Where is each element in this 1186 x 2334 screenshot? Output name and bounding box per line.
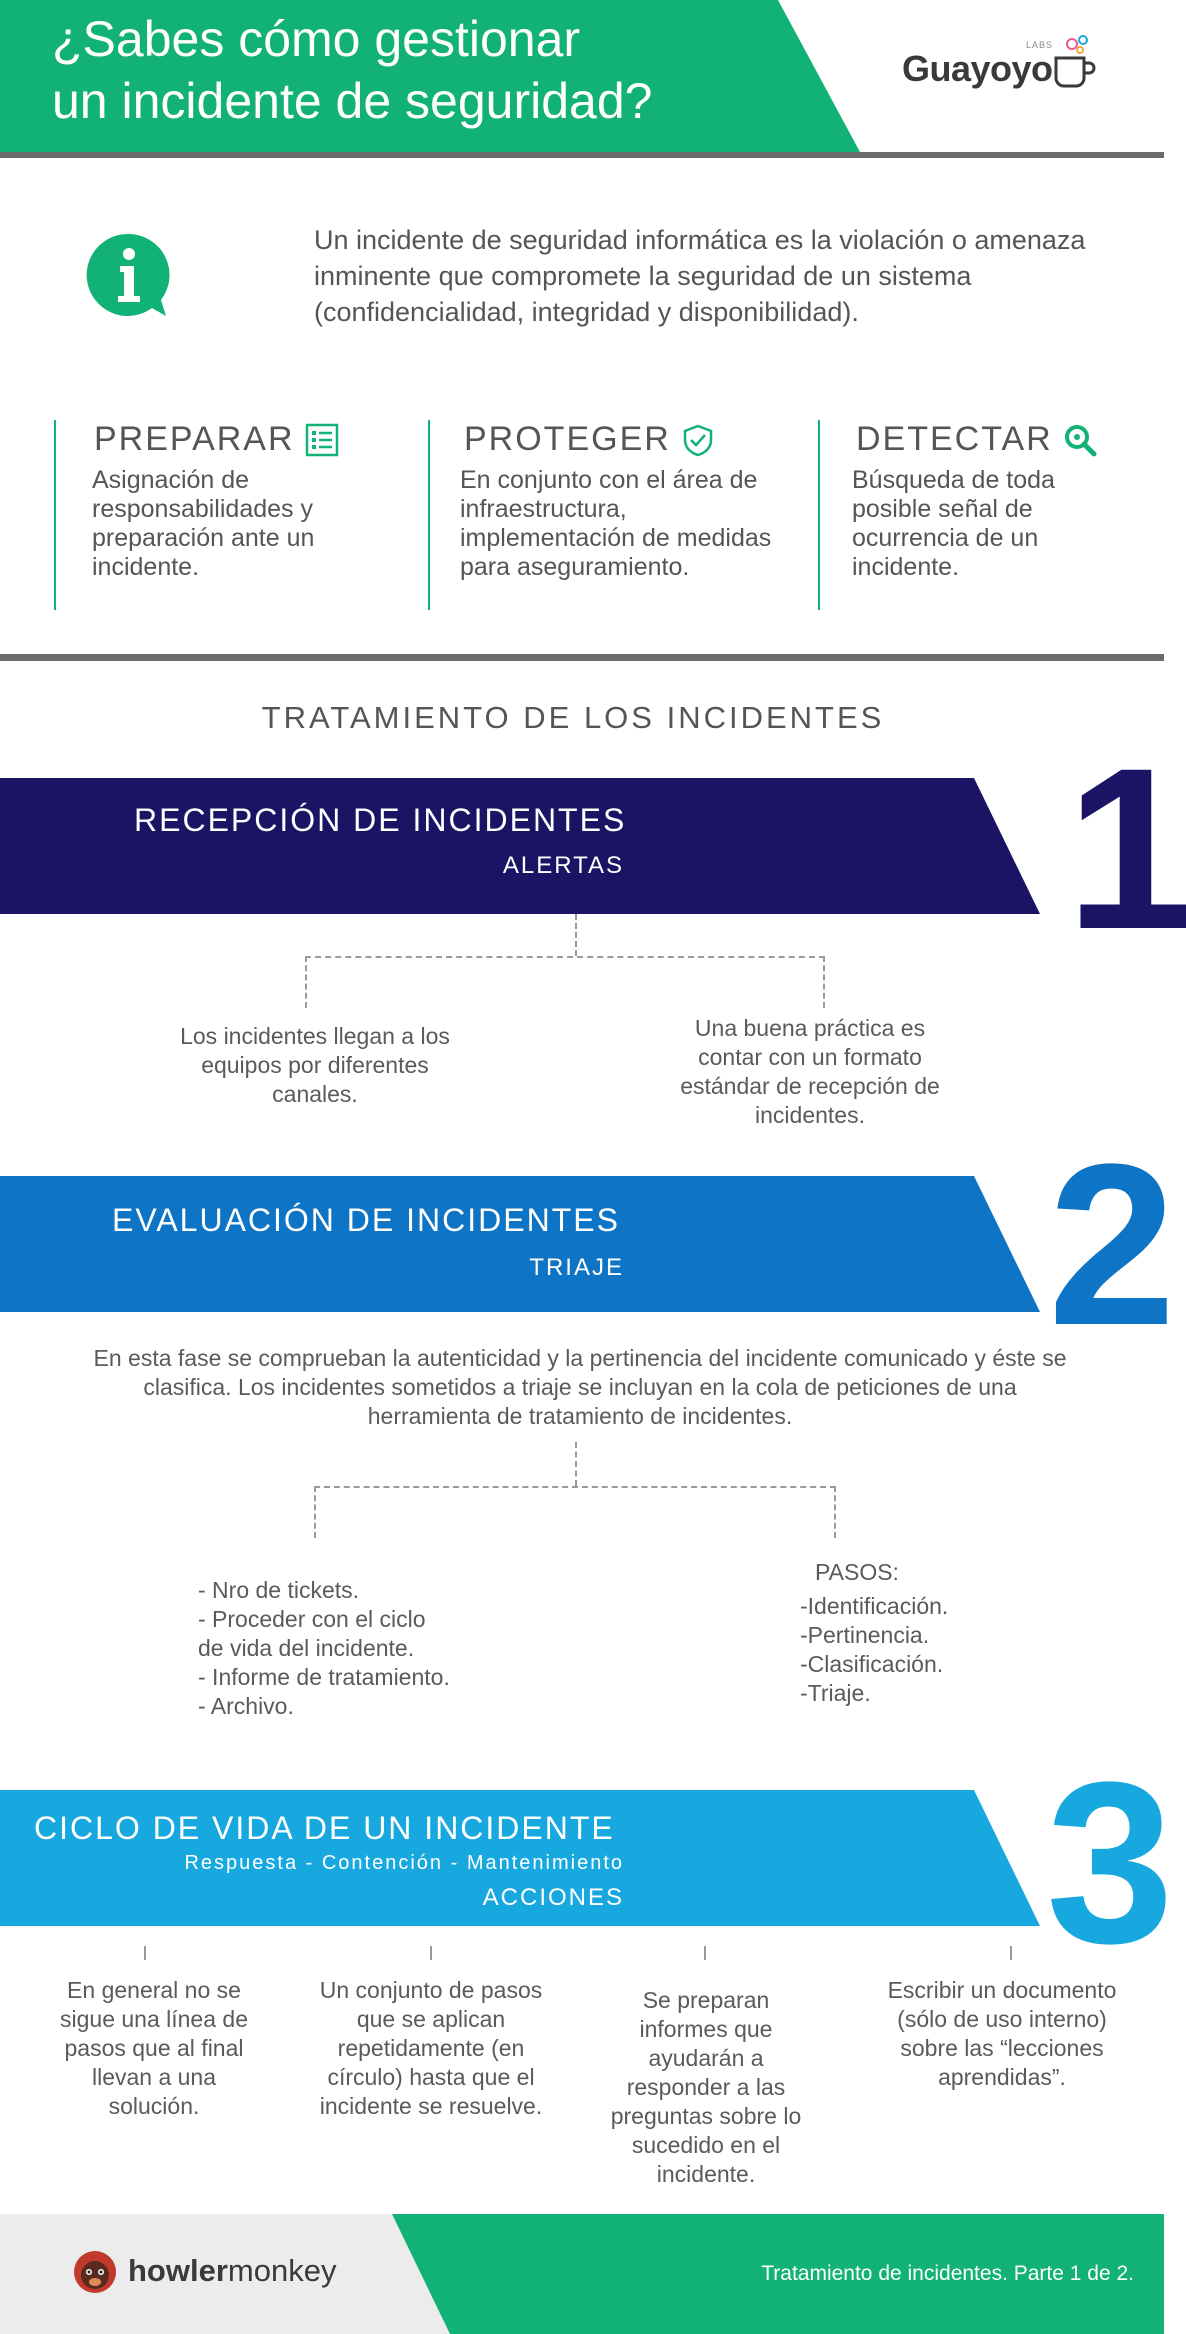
step1-right-text: Una buena práctica es contar con un formato estándar de recepción de incidentes. — [680, 1015, 940, 1128]
step2-left-list — [198, 1576, 518, 1721]
step1-branch — [305, 956, 825, 1008]
checklist-icon — [305, 423, 339, 457]
column-preparar-title: PREPARAR — [94, 420, 295, 458]
title-line-1: ¿Sabes cómo gestionar — [52, 11, 581, 67]
list-item: -Clasificación. — [800, 1651, 944, 1677]
step2-number: 2 — [1048, 1116, 1168, 1373]
step2-title: EVALUACIÓN DE INCIDENTES — [112, 1202, 620, 1238]
step3-title: CICLO DE VIDA DE UN INCIDENTE — [34, 1810, 615, 1846]
intro-text: Un incidente de seguridad informática es la violación o amenaza inminente que compromete la seguridad de un sistema (confidencialidad, integridad y disponibilidad). — [314, 225, 1086, 327]
column-preparar — [54, 420, 384, 610]
footer-caption: Tratamiento de incidentes. Parte 1 de 2. — [761, 2262, 1134, 2285]
page-title — [52, 8, 812, 132]
list-item: -Pertinencia. — [800, 1622, 930, 1648]
howlermonkey-logo-bold: howler — [128, 2253, 228, 2288]
step1-number: 1 — [1066, 720, 1186, 977]
section-divider — [0, 654, 1164, 661]
step3-item-1: En general no se sigue una línea de pasos que al final llevan a una solución. — [60, 1977, 248, 2119]
column-detectar-title: DETECTAR — [856, 420, 1053, 458]
guayoyo-logo — [902, 48, 1053, 90]
howlermonkey-logo-regular: monkey — [227, 2253, 337, 2288]
list-item: -Triaje. — [800, 1680, 871, 1706]
step3-item-3: Se preparan informes que ayudarán a responder a las preguntas sobre lo sucedido en el incidente. — [610, 1987, 802, 2187]
column-proteger-heading — [464, 420, 715, 459]
list-item: - Archivo. — [198, 1693, 294, 1719]
column-detectar — [818, 420, 1148, 610]
title-line-2: un incidente de seguridad? — [52, 73, 653, 129]
step3-subtitle: ACCIONES — [482, 1884, 624, 1911]
step3-item-4: Escribir un documento (sólo de uso interno) sobre las “lecciones aprendidas”. — [887, 1977, 1117, 2090]
step2-description: En esta fase se comprueban la autenticidad y la pertinencia del incidente comunicado y éste se clasifica. Los incidentes sometidos a triaje se incluyan en la cola de peticiones de una herramienta de tratamiento de incidentes. — [93, 1345, 1067, 1429]
column-proteger-text: En conjunto con el área de infraestructura, implementación de medidas para aseguramiento. — [460, 466, 772, 581]
list-item: - Nro de tickets. — [198, 1577, 360, 1603]
step2-right-list — [800, 1592, 1040, 1708]
step3-tick — [144, 1946, 146, 1960]
step3-tick — [704, 1946, 706, 1960]
step1-banner — [0, 778, 1040, 914]
step2-subtitle: TRIAJE — [529, 1254, 624, 1281]
column-preparar-heading — [94, 420, 339, 459]
guayoyo-labs-text: LABS — [1026, 40, 1054, 50]
column-preparar-text: Asignación de responsabilidades y preparación ante un incidente. — [92, 466, 315, 581]
column-detectar-text: Búsqueda de toda posible señal de ocurrencia de un incidente. — [852, 466, 1055, 581]
list-item: - Informe de tratamiento. — [198, 1664, 450, 1690]
column-detectar-heading — [856, 420, 1097, 459]
step3-tick — [430, 1946, 432, 1960]
step1-subtitle: ALERTAS — [502, 852, 624, 879]
howlermonkey-logo — [128, 2253, 336, 2289]
step1-connector — [575, 914, 577, 956]
section-title: TRATAMIENTO DE LOS INCIDENTES — [261, 700, 885, 735]
guayoyo-logo-text: Guayoyo — [902, 48, 1053, 89]
column-proteger-title: PROTEGER — [464, 420, 671, 458]
step3-tick — [1010, 1946, 1012, 1960]
info-icon — [84, 232, 170, 318]
column-proteger — [428, 420, 798, 610]
step3-item-2: Un conjunto de pasos que se aplican repetidamente (en círculo) hasta que el incidente se resuelve. — [319, 1977, 543, 2119]
list-item: de vida del incidente. — [198, 1635, 415, 1661]
monkey-icon — [72, 2248, 118, 2296]
step2-branch — [314, 1486, 836, 1538]
magnifier-icon — [1063, 423, 1097, 457]
step3-tagline: Respuesta - Contención - Mantenimiento — [184, 1852, 624, 1874]
step2-connector — [575, 1442, 577, 1486]
step1-left-text: Los incidentes llegan a los equipos por diferentes canales. — [180, 1023, 450, 1107]
step2-banner — [0, 1176, 1040, 1312]
step1-title: RECEPCIÓN DE INCIDENTES — [134, 802, 627, 838]
header-divider — [0, 152, 1164, 158]
shield-check-icon — [681, 423, 715, 457]
list-item: -Identificación. — [800, 1593, 949, 1619]
list-item: - Proceder con el ciclo — [198, 1606, 426, 1632]
step2-pasos-label: PASOS: — [815, 1559, 899, 1585]
step3-number: 3 — [1046, 1734, 1166, 1991]
cup-icon — [1052, 34, 1096, 92]
